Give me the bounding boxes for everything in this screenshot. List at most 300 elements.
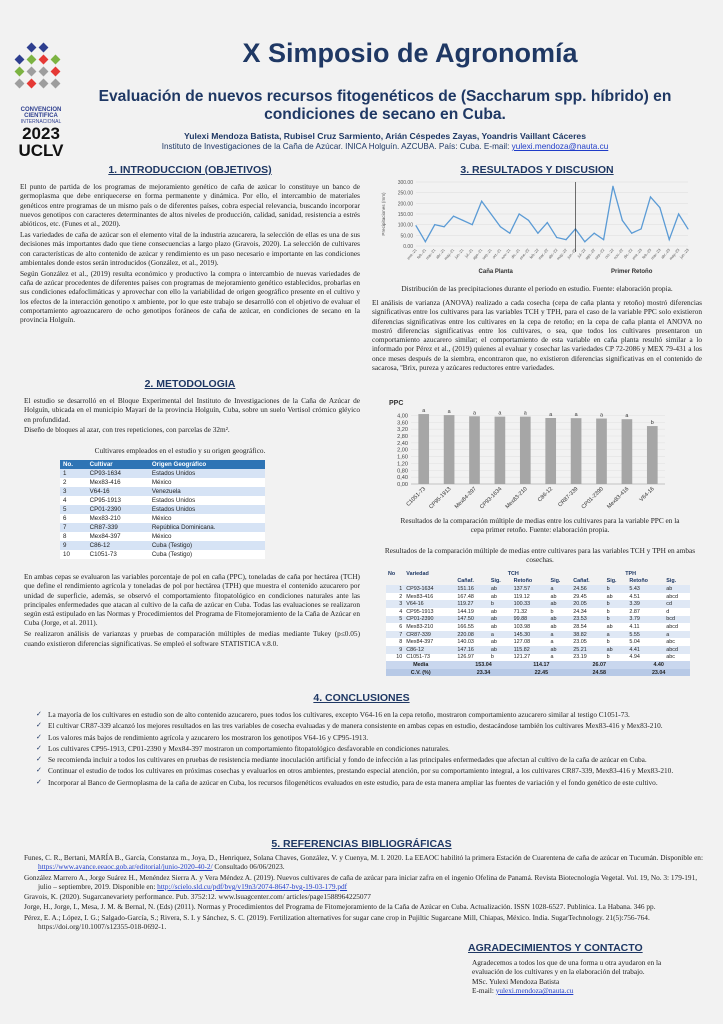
y-tick-label: 300.00 [397,180,413,186]
x-tick-label: jul.-21 [464,248,475,259]
x-tick-label: abr.-22 [547,248,559,260]
results-cell: 220.08 [455,631,489,639]
reference-item [24,913,704,932]
ppc-bar [495,417,506,484]
check-icon: ✓ [36,732,42,741]
results-cell: CP01-2390 [404,616,455,624]
ack-email-line [472,986,692,995]
results-row [386,600,690,608]
col-tch: TCH [507,570,519,577]
x-tick-label: CP95-1913 [428,486,453,511]
results-cell: 24.34 [571,608,604,616]
table2-caption: Resultados de la comparación múltiple de medias entre cultivares para las variables TCH y TPH en ambas cosechas. [384,546,696,564]
results-cell: 8 [386,638,404,646]
cell-cultivar: CP95-1913 [87,496,149,505]
reference-item [24,853,704,872]
y-tick-label: 0,40 [397,475,408,482]
results-cell: 10 [386,654,404,662]
results-cell: a [605,631,628,639]
check-icon: ✓ [36,721,42,730]
results-cell: V64-16 [404,600,455,608]
intro-p3: Según González et al., (2019) resulta económico y productivo la compra o intercambio de nuevas variedades de caña de azúcar procedentes de diferentes países con programas de mejoramiento genético establecidos, probarlas en sus condiciones edafoclimáticas y aprovechar con ello la variabilidad de origen geográfico presente en el cultivo y los efectos de la interacción genotipo x ambiente, por lo que este trabajo se desarrolló con el objetivo de evaluar el comportamiento agroazucarero de ocho genotipos foráneos de caña de azúcar, en condiciones de secano en la provincia Holguín. [20,268,360,325]
x-tick-label: CR87-339 [557,486,580,509]
reference-link[interactable]: https://www.avance.eeaoc.gob.ar/editorial/junio-2020-40-2/ [38,862,213,872]
conclusion-item [36,778,696,787]
results-cell: 23.53 [571,616,604,624]
results-cell: 126.97 [455,654,489,662]
precipitation-point [444,226,445,227]
ack-email-label: E-mail: [472,985,496,995]
precipitation-point [453,216,454,217]
col-no: No [388,570,396,577]
email-link[interactable]: yulexi.mendoza@nauta.cu [511,142,609,151]
x-tick-label: sep.-22 [594,248,606,261]
results-cell: 167.48 [455,593,489,601]
col-tph: TPH [625,570,636,577]
results-cell: CP95-1913 [404,608,455,616]
results-cell: 4 [386,608,404,616]
x-tick-label: ene.-21 [406,248,418,261]
precipitation-point [528,220,529,221]
conclusion-item [36,710,696,719]
cell-no: 7 [60,523,87,532]
results-cell: b [549,608,572,616]
x-tick-label: ene.-22 [518,248,531,261]
results-cell: 103.98 [512,623,549,631]
conclusion-item [36,733,696,742]
reference-text: Jorge, H., Jorge, I., Mesa, J. M. & Bernal, N. (Eds) (2011). Normas y Procedimientos del Programa de Fitomejoramiento de la Caña de Azúcar en Cuba. Actualización. ISSN 1028-6527. Publinica. La Habana. 346 pp. [24,902,656,912]
conclusion-item [36,766,696,775]
authors: Yulexi Mendoza Batista, Rubisel Cruz Sarmiento, Arián Céspedes Zayas, Yoandris Vaillant Cáceres [184,131,586,141]
col-variedad: Variedad [406,570,429,577]
conclusion-item [36,744,696,753]
results-cell: ab [605,646,628,654]
precipitation-point [415,225,416,226]
x-tick-label: C1051-73 [405,486,428,508]
cv-tch-planta: 23.34 [455,669,511,677]
results-cell: 6 [386,623,404,631]
conclusion-text: La mayoría de los cultivares en estudio son de alto contenido azucarero, pues todos los cultivares, excepto V64-16 en la cepa retoño, mostraron comportamiento azucarero similar al testigo C1051-73. [48,710,630,719]
bar-significance-label: a [422,408,426,415]
poster-title: X Simposio de Agronomía [242,38,578,68]
results-cell: b [605,616,628,624]
cultivar-row [60,487,265,496]
cultivar-row [60,523,265,532]
conclusion-text: Los cultivares CP95-1913, CP01-2390 y Mex84-397 mostraron un comportamiento fitopatológico desfavorable en condiciones naturales. [48,743,450,753]
bar-significance-label: a [447,409,451,416]
precipitation-point [509,233,510,234]
y-tick-label: 0,00 [397,482,408,488]
precipitation-point [537,233,538,234]
bar-significance-label: a [498,410,502,417]
x-tick-label: ago.-22 [584,248,596,261]
ppc-bar [444,415,455,484]
x-tick-label: ene.-23 [631,248,643,261]
precipitation-chart [372,176,702,278]
cell-origin: México [149,514,265,523]
reference-text: Funes, C. R., Bertani, MARÍA B., García, Constanza m., Joya, D., Henriquez, Solana Chaves, González, V. y Cuenya, M. I. 2020. La EEAOC habilitó la primera Estación de Cuarentena de caña de azúcar en Tucumán. Disponible en: [24,853,703,862]
results-cell: C1051-73 [404,654,455,662]
results-cell: b [489,654,512,662]
bar-significance-label: a [574,412,578,419]
results-cell: 147.16 [455,646,489,654]
logo-mark [10,42,72,102]
media-row [386,661,690,669]
precipitation-point [519,213,520,214]
x-tick-label: may.-22 [556,248,568,261]
precipitation-point [678,213,679,214]
bar-significance-label: a [473,410,476,417]
precipitation-point [631,233,632,234]
poster-subtitle: Evaluación de nuevos recursos fitogenéticos de (Saccharum spp. híbrido) en condiciones de secano en Cuba. [98,88,672,123]
precipitation-point [481,201,482,202]
cell-origin: Cuba (Testigo) [149,550,265,559]
media-tch-planta: 153.04 [455,661,511,669]
results-cell: ab [489,638,512,646]
precipitation-point [669,239,670,240]
media-label: Media [386,661,455,669]
method-p2: Diseño de bloques al azar, con tres repeticiones, con parcelas de 32m². [24,425,230,435]
method-text-1 [24,396,360,436]
ack-email-link[interactable]: yulexi.mendoza@nauta.cu [495,985,574,995]
results-cell: 151.16 [455,585,489,593]
results-cell: a [549,638,572,646]
ppc-bar [571,418,582,484]
results-cell: CR87-339 [404,631,455,639]
results-cell: 2 [386,593,404,601]
precip-caption: Distribución de las precipitaciones durante el periodo en estudio. Fuente: elaboración propia. [401,284,673,293]
conclusion-text: Continuar el estudio de todos los cultivares en próximas cosechas y evaluarlos en otros ambientes, prestando especial atención, por su comportamiento integral, a los cultivares CR87-339, Mex83-416 y Mex83-210. [48,766,674,776]
y-tick-label: 4,00 [397,413,408,420]
sub-header-cell: Sig. [606,578,617,585]
x-tick-label: ago.-21 [472,248,484,261]
precipitation-point [490,213,491,214]
check-icon: ✓ [36,766,42,775]
results-cell: ab [549,646,572,654]
x-tick-label: abr.-21 [435,248,446,260]
results-heading: 3. RESULTADOS Y DISCUSION [460,164,614,176]
logo-line-3: INTERNACIONAL [20,119,62,125]
cv-row [386,669,690,677]
cultivar-row [60,469,265,478]
results-cell: 9 [386,646,404,654]
cultivar-row [60,541,265,550]
results-cell: b [605,654,628,662]
y-tick-label: 0,80 [397,468,408,475]
col-no: No. [60,460,87,469]
precipitation-point [650,196,651,197]
precipitation-point [603,239,604,240]
ack-heading: AGRADECIMIENTOS Y CONTACTO [468,942,643,954]
results-cell: b [489,600,512,608]
y-tick-label: 3,20 [397,427,408,434]
x-tick-label: dic.-21 [510,248,521,260]
results-cell: 144.19 [455,608,489,616]
x-tick-label: Mex84-397 [453,486,478,511]
results-cell: ab [489,616,512,624]
x-tick-label: feb.-23 [641,248,653,260]
ppc-caption: Resultados de la comparación múltiple de medias entre los cultivares para la variable PPC en la cepa primer retoño. Fuente: elaboración propia. [400,516,680,534]
x-tick-label: feb.-21 [416,248,428,260]
logo-year: 2023 [22,124,60,143]
col-origin: Origen Geográfico [149,460,265,469]
x-tick-label: oct.-21 [491,248,503,260]
cell-cultivar: Mex84-397 [87,532,149,541]
cell-no: 9 [60,541,87,550]
cell-cultivar: C86-12 [87,541,149,550]
results-cell: Mex83-210 [404,623,455,631]
results-cell: abcd [664,646,690,654]
sub-header-cell: Sig. [490,578,501,585]
ack-text: Agradecemos a todos los que de una forma u otra ayudaron en la evaluación de los cultivares y en la elaboración del trabajo. [472,958,662,977]
empty-cell [404,578,455,586]
conclusion-text: El cultivar CR87-339 alcanzó los mejores resultados en las tres variables de cosecha evaluadas y de manera consistente en ambas cepas en estudio, destacándose también los cultivares Mex83-416 y Mex83-210. [48,721,663,731]
results-cell: 127.08 [512,638,549,646]
results-row [386,654,690,662]
sub-header-cell: Retoño [629,578,648,585]
x-tick-label: oct.-22 [604,248,615,260]
institution-text: Instituto de Investigaciones de la Caña de Azúcar. INICA Holguín. AZCUBA. País: Cuba. E-mail: [161,142,512,151]
results-row [386,593,690,601]
check-icon: ✓ [36,743,42,752]
conclusions-heading: 4. CONCLUSIONES [313,692,410,704]
ppc-chart [375,396,675,514]
results-cell: a [664,631,690,639]
x-tick-label: mar.-21 [425,248,437,261]
x-tick-label: feb.-22 [529,248,540,260]
cell-cultivar: CP93-1634 [87,469,149,478]
precipitation-point [659,207,660,208]
results-cell: 100.33 [512,600,549,608]
logo-line-2: CIENTIFICA [24,113,58,119]
precipitation-point [565,239,566,240]
sub-header-cell: Cañaf. [457,578,474,585]
x-tick-label: V64-16 [638,486,656,504]
y-tick-label: 250.00 [397,190,413,197]
results-cell: 99.88 [512,616,549,624]
method-p1: El estudio se desarrolló en el Bloque Experimental del Instituto de Investigaciones de la Caña de Azúcar de Holguín, ubicada en el municipio Mayarí de la provincia Holguín, Cuba, sobre un suelo Vertisol crómico gléyico en profundidad. [24,396,360,424]
precipitation-point [556,237,557,238]
results-cell: b [605,600,628,608]
reference-text: Gravois, K. (2020). Sugarcanevariety performance. Pub. 3752:12. www.lsuagcenter.com/ articles/page1588964225077 [24,892,371,902]
results-cell: ab [549,593,572,601]
logo-line-1: CONVENCION [20,107,62,113]
results-cell: C86-12 [404,646,455,654]
cell-no: 10 [60,550,87,559]
x-tick-label: mar.-22 [537,248,550,261]
cell-no: 2 [60,478,87,487]
cultivar-row [60,514,265,523]
results-cell: ab [549,616,572,624]
ppc-bar [545,418,556,484]
results-cell: 23.19 [571,654,604,662]
conclusion-item [36,755,696,764]
precipitation-point [434,224,435,225]
x-tick-label: may.-23 [668,248,681,261]
x-tick-label: jun.-21 [454,248,465,260]
cell-cultivar: C1051-73 [87,550,149,559]
results-cell: b [605,638,628,646]
results-cell: 28.54 [571,623,604,631]
y-tick-label: 100.00 [397,222,413,229]
results-cell: 38.82 [571,631,604,639]
cell-no: 4 [60,496,87,505]
results-row [386,616,690,624]
results-cell: 147.50 [455,616,489,624]
check-icon: ✓ [36,777,42,786]
sub-header-cell: Retoño [513,578,533,585]
results-cell: 137.57 [512,585,549,593]
reference-item [24,892,704,901]
results-cell: 5.04 [627,638,664,646]
check-icon: ✓ [36,710,42,718]
col-cultivar: Cultivar [87,460,149,469]
results-cell: ab [605,593,628,601]
cell-origin: Estados Unidos [149,469,265,478]
results-cell: 5.43 [627,585,664,593]
cell-no: 1 [60,469,87,478]
x-tick-label: jun.-22 [566,248,578,260]
precipitation-point [622,220,623,221]
institution [95,142,675,151]
cultivar-row [60,550,265,559]
results-cell: 145.30 [512,631,549,639]
results-cell: abcd [664,623,690,631]
results-cell: bcd [664,616,690,624]
y-tick-label: 2,40 [397,440,408,447]
reference-text: González Marrero A., Jorge Suárez H., Menéndez Sierra A. y Vera Méndez A. (2019). Nuevos cultivares de caña de azúcar para iniciar zafra en el ingenio Ofelina de Panamá. Revista Biotecnología Vegetal. Vol. 19, No. 3: 179-191, julio – septiembre, 2019. Disponible en: [24,872,698,891]
references-list [24,853,704,932]
results-row [386,608,690,616]
ack-contact: MSc. Yulexi Mendoza Batista [472,976,560,986]
results-cell: ab [489,646,512,654]
cell-origin: Cuba (Testigo) [149,541,265,550]
results-cell: 3.79 [627,616,664,624]
precipitation-point [547,222,548,223]
results-cell: 23.05 [571,638,604,646]
cell-origin: México [149,532,265,541]
reference-text: Pérez, E. A.; López, I. G.; Salgado-García, S.; Rivera, S. I. y Sánchez, S. C. (2019). Fertilization alternatives for sugar cane crop in Pujiltic Sugarcane Mill, Chiapas, México. India. SugarTechnology. 21(5):756-764. https://doi.org/10.1007/s12355-018-0692-1. [24,912,650,932]
precipitation-point [612,186,613,187]
cultivar-row [60,496,265,505]
x-tick-label: may.-21 [443,248,456,261]
bar-significance-label: a [549,412,553,418]
results-cell: 121.27 [512,654,549,662]
precipitation-point [584,241,585,242]
cell-no: 8 [60,532,87,541]
results-row [386,585,690,593]
reference-link[interactable]: http://scielo.sld.cu/pdf/bvg/v19n3/2074-8647-bvg-19-03-179.pdf [157,881,348,891]
bar-significance-label: b [650,420,654,427]
bar-significance-label: a [523,410,527,417]
ppc-bar [520,417,531,484]
results-cell: Mex84-397 [404,638,455,646]
results-cell: ab [549,600,572,608]
results-cell: ab [664,585,690,593]
reference-after: Consultado 06/06/2023. [212,862,285,872]
x-tick-label: nov.-22 [613,248,625,261]
results-cell: 25.21 [571,646,604,654]
results-cell: 71.32 [512,608,549,616]
results-table [386,570,690,676]
results-cell: ab [489,623,512,631]
x-tick-label: CP01-2390 [580,486,605,511]
reference-item [24,873,704,892]
logo-uclv: UCLV [18,141,64,160]
y-tick-label: 50.00 [400,233,413,240]
bar-significance-label: a [600,412,603,419]
ppc-bar [418,414,429,484]
results-cell: a [549,585,572,593]
y-tick-label: 150.00 [397,212,413,218]
results-cell: abcd [664,593,690,601]
y-tick-label: 2,00 [397,447,408,454]
results-cell: 24.56 [571,585,604,593]
y-axis-label: Precipitaciones (mm) [381,192,386,236]
results-cell: 2.87 [627,608,664,616]
y-tick-label: 3,60 [397,420,408,427]
ppc-bar [596,419,607,484]
x-tick-label: Mex83-416 [606,486,631,511]
results-cell: a [549,631,572,639]
results-cell: 1 [386,585,404,593]
cell-cultivar: CP01-2390 [87,505,149,514]
cultivar-row [60,478,265,487]
cultivar-row [60,532,265,541]
results-cell: ab [489,593,512,601]
cell-cultivar: Mex83-210 [87,514,149,523]
media-tph-planta: 26.07 [571,661,627,669]
method-p3: En ambas cepas se evaluaron las variables porcentaje de pol en caña (PPC), toneladas de caña por hectárea (TCH) que define el rendimiento agrícola y toneladas de pol por hectárea (TPH) que muestra el contenido azucarero por unidad de superficie, además, se observó el comportamiento fitopatológico en condiciones naturales ante las principales enfermedades que atacan al cultivo de la caña de azúcar en Cuba. Todas las evaluaciones se realizaron según está estipulado en las Normas y Procedimientos del Programa de Fitomejoramiento de la Caña de Azúcar en Cuba (Jorge, et al. 2011). [24,572,360,628]
intro-p2: Las variedades de caña de azúcar son el elemento vital de la industria azucarera, la selección de ellas es una de sus decisiones más importantes dado que tiene consecuencias a largo plazo (Gravois, 2020). La selección de cultivares con características de alto contenido de azúcar y rendimiento es un paso necesario e importante en las condiciones ambientales donde estos serán introducidos (González, et al., 2019). [20,229,360,267]
results-cell: 7 [386,631,404,639]
precipitation-point [425,241,426,242]
y-tick-label: 0.00 [403,244,413,250]
cv-tph-planta: 24.58 [571,669,627,677]
intro-text [20,182,360,326]
cell-cultivar: CR87-339 [87,523,149,532]
results-cell: b [605,585,628,593]
cv-tch-retono: 22.45 [512,669,572,677]
references-heading: 5. REFERENCIAS BIBLIOGRÁFICAS [271,838,452,850]
cell-no: 3 [60,487,87,496]
results-cell: 140.03 [455,638,489,646]
results-table-group-header [386,570,690,578]
results-cell: cd [664,600,690,608]
y-tick-label: 1,60 [397,454,408,461]
x-tick-label: abr.-23 [660,248,672,260]
x-tick-label: jun.-23 [679,248,690,260]
results-cell: 119.27 [455,600,489,608]
x-tick-label: C86-12 [536,486,555,504]
cell-no: 5 [60,505,87,514]
results-cell: 115.82 [512,646,549,654]
results-row [386,646,690,654]
results-cell: abc [664,654,690,662]
results-cell: 4.51 [627,593,664,601]
cell-origin: Estados Unidos [149,496,265,505]
conclusions-list [36,710,696,789]
precipitation-point [594,233,595,234]
method-p4: Se realizaron análisis de varianzas y pruebas de comparación múltiples de medias mediante Tukey (p≤0.05) cuando existieron diferencias significativas. Se empleó el software STATISTICA v.8.0. [24,629,360,648]
cell-cultivar: Mex83-416 [87,478,149,487]
reference-item [24,902,704,911]
x-tick-label: nov.-21 [500,248,512,261]
logo [10,42,72,160]
cultivar-table-caption: Cultivares empleados en el estudio y su origen geográfico. [94,446,266,455]
sub-header-cell: Cañaf. [573,578,590,585]
cultivar-row [60,505,265,514]
